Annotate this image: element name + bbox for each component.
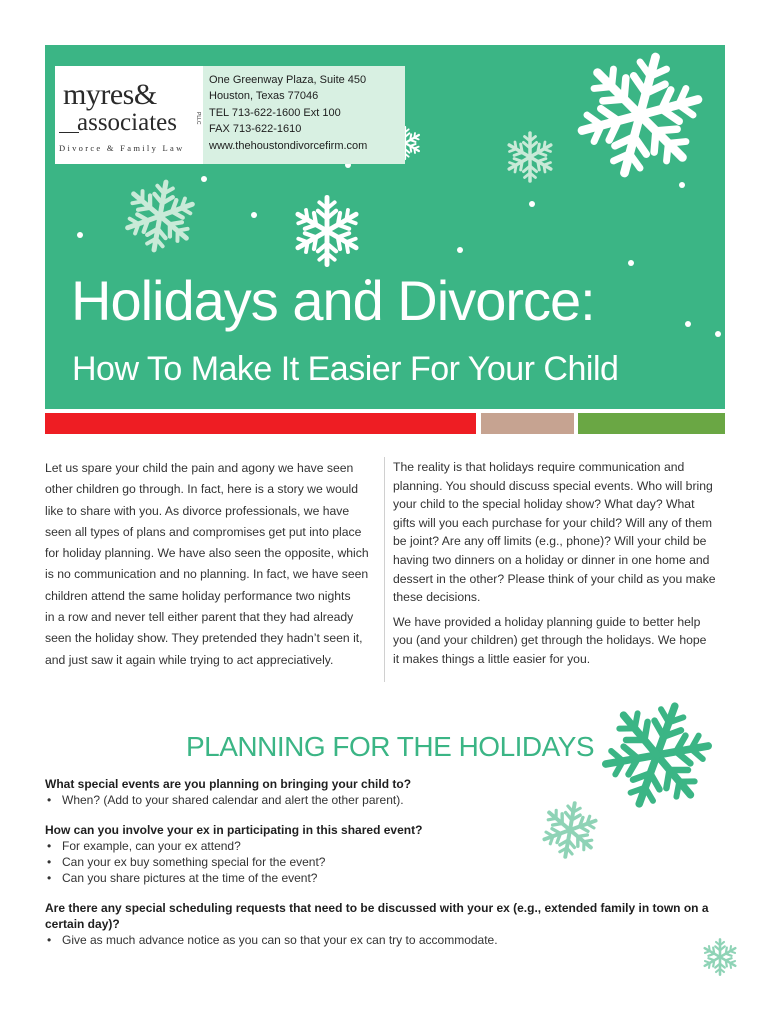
text-line: We have provided a holiday planning guide to better help <box>393 614 701 629</box>
text-line: gifts will you each purchase for your child? Will any of them <box>393 515 713 530</box>
list-item: • When? (Add to your shared calendar and alert the other parent). <box>45 792 725 808</box>
text-line: and just saw it again while trying to act appreciatively. <box>45 652 334 667</box>
logo-rule <box>59 132 79 133</box>
snow-dot <box>251 212 257 218</box>
page-subtitle: How To Make It Easier For Your Child <box>72 350 619 388</box>
text-line: The reality is that holidays require communication and <box>393 460 685 474</box>
text-line: your child to the special holiday show? What day? What <box>393 497 695 512</box>
bullet-list <box>45 932 725 948</box>
address-street: One Greenway Plaza, Suite 450 <box>209 74 367 86</box>
address-block <box>203 66 405 164</box>
snowflake-icon <box>565 45 715 190</box>
text-line: be joint? Are any off limits (e.g., phone)? Will your child be <box>393 534 707 549</box>
text-line: for holiday planning. We have also seen the opposite, which <box>45 546 369 561</box>
firm-logo <box>55 66 203 164</box>
text-line: having two dinners on a holiday or dinner in one home and <box>393 552 710 567</box>
snow-dot <box>77 232 83 238</box>
text-line: is no communication and no planning. In fact, we have seen <box>45 567 369 582</box>
text-line: in a row and never tell either parent that they had already <box>45 610 354 625</box>
list-item: • For example, can your ex attend? <box>45 838 725 854</box>
bullet-list <box>45 838 725 886</box>
address-phone: TEL 713-622-1600 Ext 100 <box>209 106 341 119</box>
list-item: • Can your ex buy something special for the event? <box>45 854 725 870</box>
text-line: seen all types of plans and compromises get put into place <box>45 524 362 539</box>
color-stripe-green <box>578 413 725 434</box>
text-line: you (and your children) get through the holidays. We hope <box>393 633 707 648</box>
planning-section <box>45 822 725 886</box>
text-line: seen the holiday show. They pretended they hadn’t seen it, <box>45 631 363 646</box>
text-line: children attend the same holiday performance two nights <box>45 588 351 603</box>
intro-paragraph <box>393 613 728 669</box>
text-line: other children go through. In fact, here is a story we would <box>45 482 358 497</box>
snow-dot <box>457 247 463 253</box>
logo-wordmark-top: myres& <box>63 78 157 111</box>
planning-heading: PLANNING FOR THE HOLIDAYS <box>186 731 595 762</box>
text-line: planning. You should discuss special events. Who will bring <box>393 478 713 493</box>
snow-dot <box>679 182 685 188</box>
logo-wordmark-bottom: associates <box>77 109 177 136</box>
page-title: Holidays and Divorce: <box>71 269 595 332</box>
planning-question: How can you involve your ex in participating in this shared event? <box>45 823 423 837</box>
intro-right-column <box>393 458 728 675</box>
intro-paragraph <box>393 458 728 607</box>
text-line: dessert in the other? Please think of your child as you make <box>393 571 716 586</box>
snow-dot <box>529 201 535 207</box>
text-line: these decisions. <box>393 590 481 605</box>
text-line: Let us spare your child the pain and agony we have seen <box>45 461 354 475</box>
logo-card <box>55 66 405 164</box>
planning-section <box>45 900 725 948</box>
snow-dot <box>628 260 634 266</box>
text-line: it makes things a little easier for you. <box>393 651 591 666</box>
snow-dot <box>685 321 691 327</box>
address-website-link[interactable]: www.thehoustondivorcefirm.com <box>209 139 368 152</box>
list-item: • Give as much advance notice as you can so that your ex can try to accommodate. <box>45 932 725 948</box>
list-item: • Can you share pictures at the time of the event? <box>45 870 725 886</box>
intro-left-column <box>45 458 385 671</box>
header-banner <box>45 45 725 409</box>
snow-dot <box>201 176 207 182</box>
planning-section <box>45 776 725 808</box>
snowflake-icon <box>117 173 203 259</box>
address-city: Houston, Texas 77046 <box>209 90 319 103</box>
snowflake-icon <box>500 127 560 187</box>
snow-dot <box>715 331 721 337</box>
snowflake-icon <box>285 189 369 273</box>
logo-suffix: PLLC <box>195 112 201 125</box>
text-line: like to share with you. As divorce professionals, we have <box>45 503 350 518</box>
column-divider <box>384 457 385 682</box>
planning-question: Are there any special scheduling requests that need to be discussed with your ex (e.g., extended family in town on a certain day)? <box>45 901 709 931</box>
address-fax: FAX 713-622-1610 <box>209 123 302 136</box>
planning-question: What special events are you planning on bringing your child to? <box>45 777 412 791</box>
bullet-list <box>45 792 725 808</box>
color-stripe-red <box>45 413 476 434</box>
logo-tagline: Divorce & Family Law <box>59 143 185 153</box>
color-stripe-tan <box>481 413 574 434</box>
